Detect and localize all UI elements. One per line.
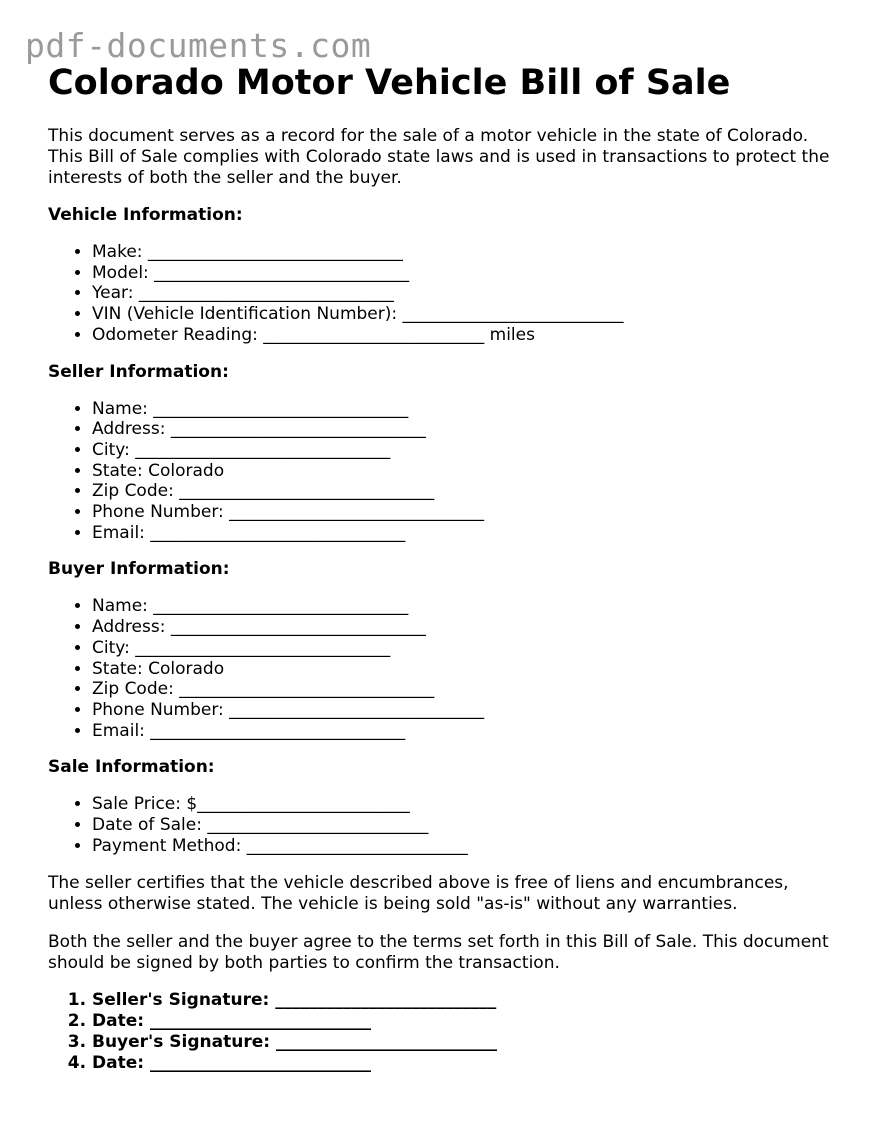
buyer-signature-field[interactable]: 3. Buyer's Signature: __________________________ <box>92 1032 848 1053</box>
buyer-city-field[interactable]: • City: ______________________________ <box>92 638 848 659</box>
buyer-phone-field[interactable]: • Phone Number: ______________________________ <box>92 700 848 721</box>
seller-date-field[interactable]: 2. Date: __________________________ <box>92 1011 848 1032</box>
vehicle-make-field[interactable]: • Make: ______________________________ <box>92 242 848 263</box>
document-page <box>48 60 848 1073</box>
sale-list <box>48 794 848 856</box>
seller-list <box>48 399 848 544</box>
seller-name-field[interactable]: • Name: ______________________________ <box>92 399 848 420</box>
buyer-date-field[interactable]: 4. Date: __________________________ <box>92 1053 848 1074</box>
seller-heading: Seller Information: <box>48 361 229 382</box>
vehicle-list <box>48 242 848 346</box>
seller-email-field[interactable]: • Email: ______________________________ <box>92 523 848 544</box>
payment-method-field[interactable]: • Payment Method: __________________________ <box>92 836 848 857</box>
seller-city-field[interactable]: • City: ______________________________ <box>92 440 848 461</box>
certify-paragraph: The seller certifies that the vehicle described above is free of liens and encumbrances, unless otherwise stated. The vehicle is being sold "as-is" without any warranties. <box>48 873 789 915</box>
buyer-email-field[interactable]: • Email: ______________________________ <box>92 721 848 742</box>
seller-address-field[interactable]: • Address: ______________________________ <box>92 419 848 440</box>
buyer-state-value: • State: Colorado <box>92 659 848 680</box>
intro-paragraph: This document serves as a record for the sale of a motor vehicle in the state of Colorado. This Bill of Sale complies with Colorado state laws and is used in transactions to protect the interests of both the seller and the buyer. <box>48 126 830 188</box>
buyer-name-field[interactable]: • Name: ______________________________ <box>92 596 848 617</box>
sale-price-field[interactable]: • Sale Price: $_________________________ <box>92 794 848 815</box>
sale-date-field[interactable]: • Date of Sale: __________________________ <box>92 815 848 836</box>
buyer-heading: Buyer Information: <box>48 559 230 580</box>
buyer-address-field[interactable]: • Address: ______________________________ <box>92 617 848 638</box>
seller-state-value: • State: Colorado <box>92 461 848 482</box>
vehicle-heading: Vehicle Information: <box>48 205 243 225</box>
seller-zip-field[interactable]: • Zip Code: ______________________________ <box>92 481 848 502</box>
agreement-paragraph: Both the seller and the buyer agree to the terms set forth in this Bill of Sale. This document should be signed by both parties to confirm the transaction. <box>48 932 829 974</box>
seller-signature-field[interactable]: 1. Seller's Signature: __________________________ <box>92 990 848 1011</box>
vehicle-vin-field[interactable]: • VIN (Vehicle Identification Number): __________________________ <box>92 304 848 325</box>
vehicle-odometer-field[interactable]: • Odometer Reading: __________________________ miles <box>92 325 848 346</box>
buyer-list <box>48 596 848 741</box>
watermark: pdf-documents.com <box>25 26 372 65</box>
vehicle-model-field[interactable]: • Model: ______________________________ <box>92 263 848 284</box>
buyer-zip-field[interactable]: • Zip Code: ______________________________ <box>92 679 848 700</box>
page-title: Colorado Motor Vehicle Bill of Sale <box>48 63 731 103</box>
seller-phone-field[interactable]: • Phone Number: ______________________________ <box>92 502 848 523</box>
sale-heading: Sale Information: <box>48 757 215 778</box>
signature-list <box>48 990 848 1073</box>
vehicle-year-field[interactable]: • Year: ______________________________ <box>92 283 848 304</box>
